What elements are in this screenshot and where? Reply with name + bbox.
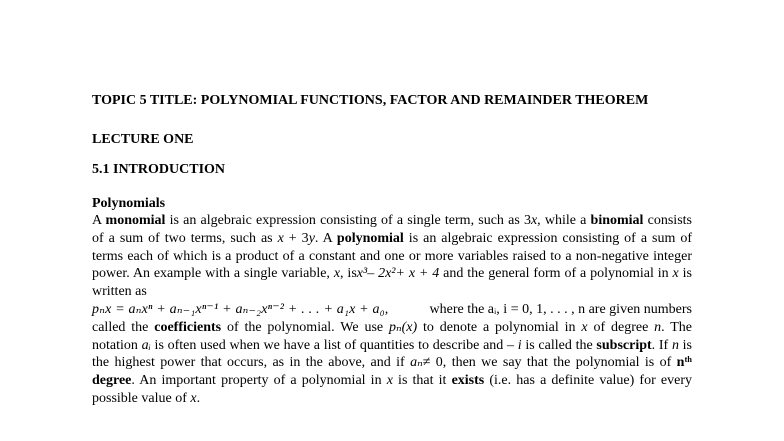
polynomial-formula: pₙx = aₙxⁿ + aₙ₋₁xⁿ⁻¹ + aₙ₋₂xⁿ⁻² + . . . + a₁x + a₀, — [92, 301, 389, 317]
lecture-heading: LECTURE ONE — [92, 132, 194, 147]
paragraph-definitions: A monomial is an algebraic expression consisting of a single term, such as 3x, while a binomial consists of a sum of two terms, such as x + 3y. A polynomial is an algebraic expression consisting of a sum of terms each of which is a product of a constant and one or more variables raised to a non-negative integer power. An example with a single variable, x, isx³– 2x²+ x + 4 and the general form of a polynomial in x is written as — [92, 213, 692, 300]
section-heading: 5.1 INTRODUCTION — [92, 162, 226, 177]
subheading-polynomials: Polynomials — [92, 196, 166, 211]
general-form-formula — [92, 301, 692, 319]
formula-description: where the aᵢ, i = 0, 1, . . . , n are given numbers — [429, 301, 692, 317]
paragraph-coefficients: called the coefficients of the polynomial. We use pₙ(x) to denote a polynomial in x of degree n. The notation aᵢ is often used when we have a list of quantities to describe and – i is called the subscript. If n is the highest power that occurs, as in the above, and if aₙ≠ 0, then we say that the polynomial is of nᵗʰ degree. An important property of a polynomial in x is that it exists (i.e. has a definite value) for every possible value of x. — [92, 319, 693, 406]
document-page — [92, 92, 692, 408]
topic-title: TOPIC 5 TITLE: POLYNOMIAL FUNCTIONS, FACTOR AND REMAINDER THEOREM — [92, 93, 649, 108]
